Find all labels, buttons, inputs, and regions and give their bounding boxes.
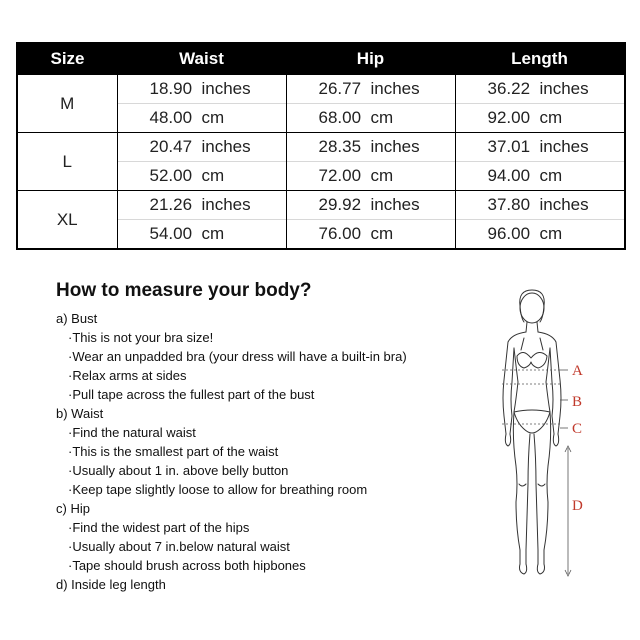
hip-tip: ·Find the widest part of the hips — [68, 520, 250, 535]
label-a: A — [572, 363, 583, 379]
length-cell: 92.00 cm — [455, 104, 625, 133]
length-cell: 37.01 inches — [455, 133, 625, 162]
inside-leg-heading: d) Inside leg length — [56, 577, 166, 592]
size-cell: M — [17, 75, 117, 133]
waist-tip: ·Usually about 1 in. above belly button — [68, 463, 289, 478]
hip-cell: 68.00 cm — [286, 104, 455, 133]
size-chart-table — [16, 42, 626, 250]
length-cell: 36.22 inches — [455, 75, 625, 104]
hip-tip: ·Tape should brush across both hipbones — [68, 558, 306, 573]
waist-heading: b) Waist — [56, 406, 104, 421]
hip-cell: 76.00 cm — [286, 220, 455, 250]
waist-cell: 48.00 cm — [117, 104, 286, 133]
label-c: C — [572, 421, 583, 437]
table-header-row — [17, 43, 625, 75]
body-outline-illustration — [490, 288, 600, 588]
waist-tip: ·Keep tape slightly loose to allow for breathing room — [68, 482, 368, 497]
guide-title: How to measure your body? — [56, 280, 312, 301]
size-cell: L — [17, 133, 117, 191]
bust-heading: a) Bust — [56, 311, 98, 326]
label-b: B — [572, 394, 583, 410]
measurement-instructions — [56, 309, 486, 594]
length-cell: 94.00 cm — [455, 162, 625, 191]
header-waist: Waist — [117, 43, 286, 75]
hip-cell: 26.77 inches — [286, 75, 455, 104]
waist-cell: 52.00 cm — [117, 162, 286, 191]
table-row-inches — [17, 133, 625, 162]
bust-tip: ·This is not your bra size! — [68, 330, 214, 345]
header-length: Length — [455, 43, 625, 75]
bust-tip: ·Relax arms at sides — [68, 368, 187, 383]
bust-tip: ·Wear an unpadded bra (your dress will have a built-in bra) — [68, 349, 407, 364]
header-size: Size — [17, 43, 117, 75]
body-measurement-figure — [490, 288, 600, 588]
table-row-inches — [17, 191, 625, 220]
length-cell: 37.80 inches — [455, 191, 625, 220]
waist-cell: 18.90 inches — [117, 75, 286, 104]
waist-cell: 54.00 cm — [117, 220, 286, 250]
hip-tip: ·Usually about 7 in.below natural waist — [68, 539, 290, 554]
waist-tip: ·Find the natural waist — [68, 425, 196, 440]
waist-cell: 20.47 inches — [117, 133, 286, 162]
hip-heading: c) Hip — [56, 501, 90, 516]
header-hip: Hip — [286, 43, 455, 75]
length-cell: 96.00 cm — [455, 220, 625, 250]
bust-tip: ·Pull tape across the fullest part of the bust — [68, 387, 315, 402]
waist-cell: 21.26 inches — [117, 191, 286, 220]
waist-tip: ·This is the smallest part of the waist — [68, 444, 279, 459]
table-row-inches — [17, 75, 625, 104]
hip-cell: 29.92 inches — [286, 191, 455, 220]
hip-cell: 72.00 cm — [286, 162, 455, 191]
hip-cell: 28.35 inches — [286, 133, 455, 162]
label-d: D — [572, 498, 583, 514]
size-cell: XL — [17, 191, 117, 250]
